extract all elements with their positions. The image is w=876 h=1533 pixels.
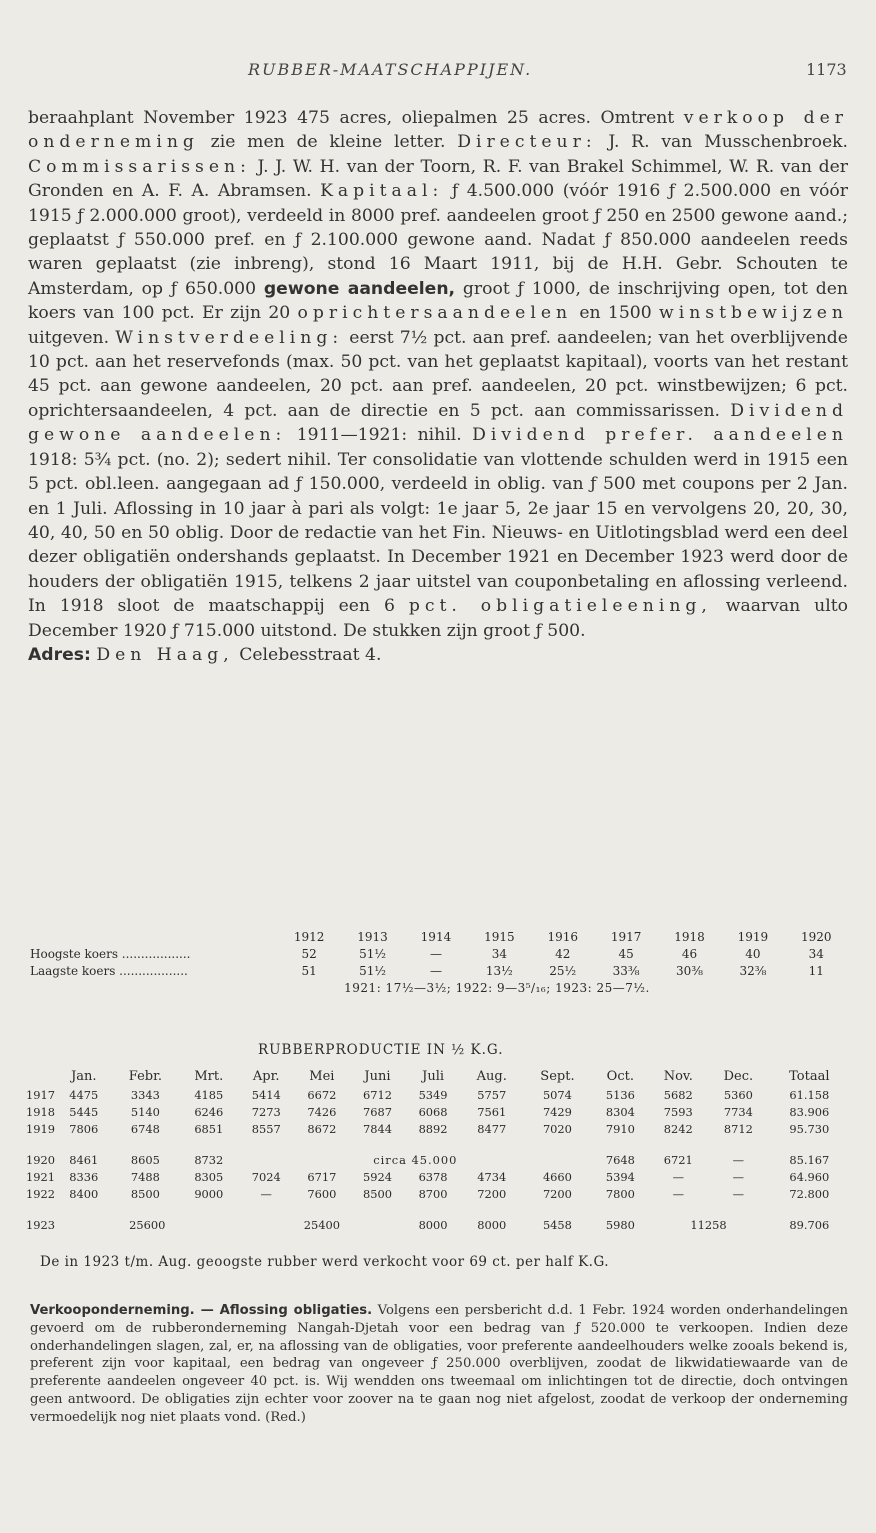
year-label: 1917 bbox=[26, 1087, 55, 1102]
month-header: Juli bbox=[422, 1068, 445, 1084]
year-cell: 1915 bbox=[484, 929, 515, 944]
value-cell: 8000 bbox=[418, 1217, 448, 1232]
year-label: 1922 bbox=[26, 1186, 55, 1201]
footnote-lead: Verkooponderneming. — Aflossing obligaties. bbox=[30, 1303, 373, 1318]
address-street: Celebesstraat 4. bbox=[233, 644, 382, 665]
value-cell: 51½ bbox=[359, 946, 386, 961]
value-cell: 6721 bbox=[663, 1152, 693, 1167]
value-cell: — bbox=[260, 1186, 272, 1201]
value-cell: 5924 bbox=[362, 1169, 392, 1184]
text-run: ƒ 4.500.000 (vóór 1916 ƒ 2.500.000 en vóór 1915 ƒ 2.000.000 groot), verdeeld in 8000 pref. aandeelen groot ƒ 250 en 2500 gewone aand.; geplaatst ƒ 550.000 pref. en ƒ 2.100.000 gewone aand. Nadat ƒ 850.000 aandeelen reeds waren geplaatst (zie inbreng), stond 16 Maart 1911, bij de H.H. Gebr. Schouten te Amsterdam, op ƒ 650.000 bbox=[28, 181, 848, 299]
value-cell: 8305 bbox=[194, 1169, 224, 1184]
value-cell: — bbox=[429, 946, 442, 961]
value-cell: 34 bbox=[808, 946, 824, 961]
spaced-term-winstverdeeling: Winstverdeeling: bbox=[115, 327, 344, 348]
koers-low-row bbox=[28, 962, 848, 979]
value-cell: 7488 bbox=[130, 1169, 160, 1184]
month-header: Dec. bbox=[723, 1068, 754, 1084]
address-line bbox=[28, 643, 848, 667]
footnote bbox=[30, 1302, 848, 1427]
text-run: 1918: 5¾ pct. (no. 2); sedert nihil. Ter consolidatie van vlottende schulden werd in 1915 een 5 pct. obl.leen. aangegaan ad ƒ 150.000, verdeeld in oblig. van ƒ 500 met coupons per 2 Jan. en 1 Juli. Aflossing in 10 jaar à pari als volgt: 1e jaar 5, 2e jaar 15 en vervolgens 20, 20, 30, 40, 40, 50 en 50 oblig. Door de redactie van het Fin. Nieuws- en Uitlotingsblad werd een deel dezer obligatiën ondershands geplaatst. In December 1921 en December 1923 werd door de houders der obligatiën 1915, telkens 2 jaar uitstel van couponbetaling en aflossing verleend. In 1918 sloot de maatschappij een 6 bbox=[28, 449, 848, 617]
year-cell: 1920 bbox=[801, 929, 832, 944]
value-cell: 5414 bbox=[251, 1087, 281, 1102]
production-row-1921 bbox=[26, 1168, 850, 1185]
month-header: Juni bbox=[364, 1068, 391, 1084]
value-cell: 42 bbox=[555, 946, 571, 961]
spaced-term-dividend-gewone: Dividend gewone aandeelen: bbox=[28, 400, 848, 446]
total-cell: 85.167 bbox=[789, 1152, 830, 1167]
value-cell: 7844 bbox=[362, 1121, 392, 1136]
total-cell: 83.906 bbox=[789, 1104, 830, 1119]
value-cell: 13½ bbox=[485, 963, 513, 978]
value-cell: 8672 bbox=[307, 1121, 337, 1136]
value-cell: 8242 bbox=[663, 1121, 693, 1136]
value-cell: 8477 bbox=[477, 1121, 507, 1136]
koers-year-row bbox=[28, 928, 848, 945]
total-cell: 89.706 bbox=[789, 1217, 830, 1232]
value-cell: 4185 bbox=[194, 1087, 224, 1102]
month-header: Sept. bbox=[540, 1068, 575, 1084]
value-cell: 7593 bbox=[663, 1104, 693, 1119]
month-header: Febr. bbox=[128, 1068, 163, 1084]
text-run: groot ƒ 1000, de inschrijving open, tot den koers van 100 pct. Er zijn 20 bbox=[28, 278, 848, 324]
value-cell: 51 bbox=[301, 963, 317, 978]
total-cell: 61.158 bbox=[789, 1087, 830, 1102]
value-cell: 8304 bbox=[605, 1104, 635, 1119]
address-label: Adres: bbox=[28, 644, 91, 665]
row-label: Laagste koers .................. bbox=[30, 963, 188, 978]
koers-note-row bbox=[28, 979, 848, 996]
value-cell: 7687 bbox=[362, 1104, 392, 1119]
spaced-term-obligatieleening: pct. obligatieleening, bbox=[408, 596, 712, 617]
production-row-1923 bbox=[26, 1216, 850, 1233]
value-cell: 5394 bbox=[605, 1169, 635, 1184]
total-cell: 64.960 bbox=[789, 1169, 830, 1184]
year-cell: 1914 bbox=[420, 929, 452, 944]
value-cell: 8700 bbox=[418, 1186, 448, 1201]
production-row-1922 bbox=[26, 1185, 850, 1202]
month-header: Mei bbox=[309, 1068, 335, 1084]
value-cell: 25400 bbox=[303, 1217, 340, 1232]
year-cell: 1917 bbox=[610, 929, 642, 944]
text-run: eerst 7½ pct. aan pref. aandeelen; van het overblijvende 10 pct. aan het reservefonds (max. 50 pct. van het geplaatst kapitaal), voorts van het restant 45 pct. aan gewone aandeelen, 20 pct. aan pref. aandeelen, 20 pct. winstbewijzen; 6 pct. oprichtersaandeelen, 4 pct. aan de directie en 5 pct. aan commissarissen. bbox=[28, 327, 848, 421]
month-header-row bbox=[26, 1066, 850, 1086]
value-cell: 7600 bbox=[307, 1186, 337, 1201]
production-title: RUBBERPRODUCTIE IN ½ K.G. bbox=[258, 1042, 504, 1058]
value-cell: 7200 bbox=[477, 1186, 507, 1201]
value-cell: — bbox=[732, 1152, 745, 1167]
value-cell: 7734 bbox=[723, 1104, 753, 1119]
year-label: 1923 bbox=[26, 1217, 55, 1232]
value-cell: 6068 bbox=[418, 1104, 448, 1119]
value-cell: 5140 bbox=[130, 1104, 160, 1119]
text-run: en 1500 bbox=[572, 303, 659, 324]
value-cell: 5682 bbox=[663, 1087, 693, 1102]
month-header: Oct. bbox=[606, 1068, 634, 1084]
production-row-1919 bbox=[26, 1120, 850, 1137]
year-label: 1918 bbox=[26, 1104, 55, 1119]
value-cell: 32⅜ bbox=[739, 963, 767, 978]
address-city: Den Haag, bbox=[96, 644, 234, 665]
production-row-1918 bbox=[26, 1103, 850, 1120]
value-cell: 7910 bbox=[605, 1121, 635, 1136]
month-header: Jan. bbox=[71, 1068, 97, 1084]
value-cell: 8712 bbox=[723, 1121, 753, 1136]
page-header bbox=[0, 56, 876, 86]
value-cell: 5445 bbox=[69, 1104, 99, 1119]
value-cell: 6672 bbox=[307, 1087, 337, 1102]
table-gap bbox=[26, 1202, 850, 1216]
value-cell: 6712 bbox=[362, 1087, 392, 1102]
production-table bbox=[26, 1066, 850, 1233]
year-cell: 1916 bbox=[547, 929, 578, 944]
value-cell: 4475 bbox=[69, 1087, 99, 1102]
production-row-1917 bbox=[26, 1086, 850, 1103]
year-cell: 1918 bbox=[674, 929, 705, 944]
value-cell: 8500 bbox=[362, 1186, 392, 1201]
value-cell: 25½ bbox=[549, 963, 577, 978]
value-cell: 5349 bbox=[418, 1087, 448, 1102]
spaced-term-directeur: Directeur: bbox=[457, 132, 597, 153]
value-cell: 11 bbox=[808, 963, 824, 978]
value-cell: 7273 bbox=[251, 1104, 281, 1119]
value-cell: 6851 bbox=[194, 1121, 224, 1136]
text-run: uitgeven. bbox=[28, 327, 116, 348]
spaced-term-dividend-prefer: Dividend prefer. aandeelen bbox=[472, 425, 848, 446]
value-cell: 5136 bbox=[605, 1087, 635, 1102]
value-cell: 11258 bbox=[690, 1217, 727, 1232]
value-cell: 3343 bbox=[130, 1087, 160, 1102]
value-cell: 8461 bbox=[69, 1152, 99, 1167]
value-cell: 30⅜ bbox=[676, 963, 703, 978]
value-cell: 5980 bbox=[605, 1217, 635, 1232]
value-cell: 8892 bbox=[418, 1121, 448, 1136]
value-cell: — bbox=[732, 1186, 745, 1201]
text-run: beraahplant November 1923 475 acres, oliepalmen 25 acres. Omtrent bbox=[28, 108, 684, 128]
value-cell: 6246 bbox=[194, 1104, 224, 1119]
value-cell: 7020 bbox=[542, 1121, 572, 1136]
value-cell: 7426 bbox=[307, 1104, 337, 1119]
year-label: 1921 bbox=[26, 1169, 55, 1184]
production-note: De in 1923 t/m. Aug. geoogste rubber werd verkocht voor 69 ct. per half K.G. bbox=[40, 1254, 610, 1270]
value-cell: 4660 bbox=[542, 1169, 572, 1184]
koers-high-row bbox=[28, 945, 848, 962]
value-cell: 33⅜ bbox=[612, 963, 640, 978]
koers-table bbox=[28, 928, 848, 996]
value-cell: 8557 bbox=[251, 1121, 281, 1136]
value-cell: 6748 bbox=[130, 1121, 160, 1136]
span-cell: circa 45.000 bbox=[373, 1152, 458, 1167]
month-header: Aug. bbox=[476, 1068, 507, 1084]
value-cell: 8605 bbox=[130, 1152, 160, 1167]
value-cell: 34 bbox=[491, 946, 507, 961]
year-cell: 1912 bbox=[293, 929, 325, 944]
value-cell: 8336 bbox=[69, 1169, 99, 1184]
value-cell: 40 bbox=[745, 946, 761, 961]
month-header: Totaal bbox=[789, 1068, 830, 1084]
text-run: J. J. W. H. van der Toorn, R. F. van Brakel Schimmel, W. R. van der Gronden en A. F. A. Abramsen. bbox=[28, 156, 848, 202]
value-cell: — bbox=[732, 1169, 745, 1184]
value-cell: 7648 bbox=[605, 1152, 635, 1167]
value-cell: 8000 bbox=[477, 1217, 507, 1232]
main-paragraph bbox=[28, 106, 848, 643]
year-cell: 1913 bbox=[357, 929, 388, 944]
row-label: Hoogste koers .................. bbox=[30, 946, 191, 961]
value-cell: 5458 bbox=[542, 1217, 572, 1232]
total-cell: 95.730 bbox=[789, 1121, 830, 1136]
value-cell: — bbox=[672, 1186, 684, 1201]
value-cell: 7561 bbox=[477, 1104, 507, 1119]
value-cell: 6717 bbox=[307, 1169, 337, 1184]
spaced-term-verkoop: verkoop der onderneming bbox=[28, 108, 848, 153]
value-cell: 9000 bbox=[194, 1186, 224, 1201]
value-cell: 7200 bbox=[542, 1186, 572, 1201]
total-cell: 72.800 bbox=[789, 1186, 830, 1201]
value-cell: 8400 bbox=[69, 1186, 99, 1201]
value-cell: — bbox=[672, 1169, 684, 1184]
value-cell: 52 bbox=[301, 946, 317, 961]
table-gap bbox=[26, 1137, 850, 1151]
month-header: Mrt. bbox=[194, 1068, 224, 1084]
value-cell: 7806 bbox=[69, 1121, 99, 1136]
value-cell: 5074 bbox=[542, 1087, 572, 1102]
value-cell: 7800 bbox=[605, 1186, 635, 1201]
spaced-term-oprichters: oprichtersaandeelen bbox=[297, 303, 573, 324]
year-label: 1920 bbox=[26, 1152, 55, 1167]
year-label: 1919 bbox=[26, 1121, 55, 1136]
value-cell: 46 bbox=[681, 946, 698, 961]
value-cell: 7024 bbox=[251, 1169, 281, 1184]
value-cell: 8732 bbox=[194, 1152, 224, 1167]
page-number: 1173 bbox=[806, 60, 847, 79]
value-cell: 45 bbox=[618, 946, 634, 961]
value-cell: 8500 bbox=[130, 1186, 160, 1201]
text-run: waarvan ulto December 1920 ƒ 715.000 uitstond. De stukken zijn groot ƒ 500. bbox=[28, 596, 848, 641]
value-cell: 25600 bbox=[129, 1217, 166, 1232]
value-cell: 51½ bbox=[359, 963, 386, 978]
month-header: Nov. bbox=[663, 1068, 693, 1084]
spaced-term-winstbewijzen: winstbewijzen bbox=[658, 303, 848, 324]
value-cell: 5360 bbox=[723, 1087, 753, 1102]
company-description bbox=[28, 106, 848, 667]
bold-term-gewone-aandeelen: gewone aandeelen, bbox=[263, 278, 456, 299]
value-cell: 7429 bbox=[542, 1104, 572, 1119]
value-cell: 6378 bbox=[418, 1169, 448, 1184]
production-row-1920 bbox=[26, 1151, 850, 1168]
koers-note: 1921: 17½—3½; 1922: 9—3⁵/₁₆; 1923: 25—7½. bbox=[344, 980, 650, 995]
month-header: Apr. bbox=[252, 1068, 280, 1084]
running-title: RUBBER-MAATSCHAPPIJEN. bbox=[248, 60, 533, 79]
footnote-text: Volgens een persbericht d.d. 1 Febr. 1924 worden onderhandelingen gevoerd om de rubberonderneming Nangah-Djetah voor een bedrag van ƒ 520.000 te verkoopen. Indien deze onderhandelingen slagen, zal, er, na aflossing van de obligaties, voor preferente aandeelhouders welke zooals bekend is, preferent zijn voor kapitaal, een bedrag van ongeveer ƒ 250.000 overblijven, zoodat de likwidatiewaarde van de preferente aandeelen ongeveer 40 pct. is. Wij wendden ons tweemaal om inlichtingen tot de directie, doch ontvingen geen antwoord. De obligaties zijn echter voor zoover na te gaan nog niet afgelost, zoodat de verkoop der onderneming vermoedelijk nog niet plaats vond. (Red.) bbox=[30, 1303, 848, 1425]
spaced-term-kapitaal: Kapitaal: bbox=[320, 181, 444, 202]
spaced-term-commissarissen: Commissarissen: bbox=[28, 156, 251, 177]
text-run: J. R. van Musschenbroek. bbox=[596, 132, 848, 153]
value-cell: 5757 bbox=[477, 1087, 507, 1102]
value-cell: 4734 bbox=[477, 1169, 507, 1184]
text-run: 1911—1921: nihil. bbox=[286, 425, 473, 446]
year-cell: 1919 bbox=[737, 929, 769, 944]
value-cell: — bbox=[429, 963, 442, 978]
text-run: zie men de kleine letter. bbox=[198, 132, 458, 153]
